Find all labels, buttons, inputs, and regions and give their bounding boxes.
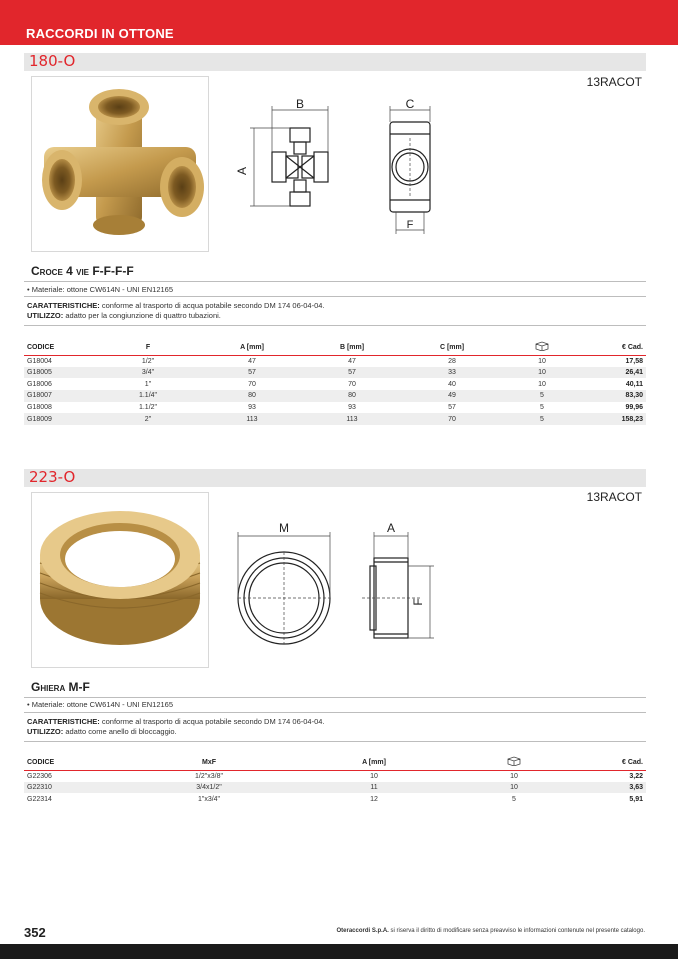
technical-drawing-ring xyxy=(232,518,448,650)
divider xyxy=(24,697,646,698)
footer-disclaimer xyxy=(337,928,646,934)
dim-label-a: A xyxy=(386,521,396,535)
table-cell: 5 xyxy=(502,413,582,425)
col-header-price: € Cad. xyxy=(584,751,646,770)
divider xyxy=(24,296,646,297)
table-cell: 11 xyxy=(304,782,444,794)
package-icon xyxy=(535,341,549,351)
col-header-price: € Cad. xyxy=(582,336,646,355)
page-number: 352 xyxy=(24,925,46,940)
table-cell: 2" xyxy=(94,413,202,425)
product-title: Croce 4 vie F-F-F-F xyxy=(31,264,134,278)
product-characteristics xyxy=(27,301,325,321)
table-row xyxy=(24,793,646,805)
table-row xyxy=(24,355,646,367)
table-cell: 5 xyxy=(540,404,544,412)
table-cell: 47 xyxy=(348,357,356,365)
divider xyxy=(24,281,646,282)
characteristics-text: conforme al trasporto di acqua potabile secondo DM 174 06-04-04. xyxy=(99,301,325,310)
table-cell: 1"x3/4" xyxy=(197,795,221,803)
col-header-code: CODICE xyxy=(24,336,94,355)
characteristics-label: CARATTERISTICHE: xyxy=(27,717,100,726)
table-cell: 70 xyxy=(348,380,356,388)
spec-table xyxy=(24,751,646,805)
table-cell: 57 xyxy=(202,367,302,379)
table-cell: 10 xyxy=(538,380,546,388)
table-cell: G18004 xyxy=(27,357,52,365)
table-cell: 80 xyxy=(302,390,402,402)
table-cell: 5 xyxy=(512,795,516,803)
col-header-mxf: MxF xyxy=(114,751,304,770)
footer-bar xyxy=(0,944,678,959)
table-header-row xyxy=(24,336,646,355)
table-cell: 1/2"x3/8" xyxy=(195,772,223,780)
table-cell: G18008 xyxy=(27,404,52,412)
table-row xyxy=(24,378,646,390)
divider xyxy=(24,741,646,742)
table-row xyxy=(24,770,646,782)
table-cell: 1.1/4" xyxy=(94,390,202,402)
product-code: 180-O xyxy=(29,52,76,70)
table-cell: 28 xyxy=(448,357,456,365)
table-cell: 1.1/2" xyxy=(138,404,158,412)
table-cell: 113 xyxy=(302,413,402,425)
table-row xyxy=(24,782,646,794)
product-code-band xyxy=(24,469,646,487)
table-cell: 3,22 xyxy=(629,772,643,780)
usage-label: UTILIZZO: xyxy=(27,727,64,736)
usage-text: adatto per la congiunzione di quattro tubazioni. xyxy=(63,311,221,320)
table-cell: 1/2" xyxy=(141,357,155,365)
table-cell: 10 xyxy=(538,357,546,365)
spec-table xyxy=(24,336,646,425)
catalog-ref: 13RACOT xyxy=(586,490,642,504)
table-cell: 3,63 xyxy=(584,782,646,794)
col-header-a: A [mm] xyxy=(304,751,444,770)
table-cell: G22314 xyxy=(27,795,52,803)
table-cell: 49 xyxy=(402,390,502,402)
table-cell: 10 xyxy=(444,782,584,794)
dim-label-a: A xyxy=(235,166,249,176)
table-cell: 40,11 xyxy=(625,380,643,388)
usage-text: adatto come anello di bloccaggio. xyxy=(63,727,177,736)
table-cell: 40 xyxy=(448,380,456,388)
table-cell: 57 xyxy=(448,404,456,412)
table-cell: 93 xyxy=(248,404,256,412)
table-cell: G22306 xyxy=(27,772,52,780)
table-cell: G18007 xyxy=(24,390,94,402)
col-header-c: C [mm] xyxy=(402,336,502,355)
product-material: • Materiale: ottone CW614N - UNI EN12165 xyxy=(27,700,174,709)
table-cell: 47 xyxy=(248,357,256,365)
usage-label: UTILIZZO: xyxy=(27,311,64,320)
table-cell: G22310 xyxy=(24,782,114,794)
table-cell: 10 xyxy=(502,367,582,379)
dim-label-f: F xyxy=(411,598,425,606)
divider xyxy=(24,325,646,326)
table-cell: G18005 xyxy=(24,367,94,379)
table-header-row xyxy=(24,751,646,770)
table-cell: 12 xyxy=(370,795,378,803)
product-code: 223-O xyxy=(29,468,76,486)
table-cell: 17,58 xyxy=(625,357,643,365)
table-cell: 1" xyxy=(144,380,152,388)
characteristics-label: CARATTERISTICHE: xyxy=(27,301,100,310)
footer-company: Oteraccordi S.p.A. xyxy=(336,928,389,934)
dim-label-f: F xyxy=(406,219,414,231)
section-title: RACCORDI IN OTTONE xyxy=(26,26,174,41)
divider xyxy=(24,712,646,713)
table-cell: 70 xyxy=(248,380,256,388)
col-header-a: A [mm] xyxy=(202,336,302,355)
product-code-band xyxy=(24,53,646,71)
table-cell: G18006 xyxy=(27,380,52,388)
table-row xyxy=(24,390,646,402)
table-cell: 26,41 xyxy=(582,367,646,379)
table-row xyxy=(24,402,646,414)
catalog-ref: 13RACOT xyxy=(586,75,642,89)
table-cell: 158,23 xyxy=(582,413,646,425)
footer-note-text: si riserva il diritto di modificare senza preavviso le informazioni contenute nel presente catalogo. xyxy=(388,928,645,934)
table-row xyxy=(24,413,646,425)
table-cell: 80 xyxy=(202,390,302,402)
technical-drawing-cross xyxy=(232,98,448,238)
package-icon xyxy=(507,756,521,766)
col-header-code: CODICE xyxy=(24,751,114,770)
product-photo-cross xyxy=(31,76,209,252)
table-row xyxy=(24,367,646,379)
characteristics-text: conforme al trasporto di acqua potabile secondo DM 174 06-04-04. xyxy=(99,717,325,726)
table-cell: 10 xyxy=(510,772,518,780)
table-cell: 5 xyxy=(502,390,582,402)
table-cell: 10 xyxy=(370,772,378,780)
table-cell: 83,30 xyxy=(582,390,646,402)
table-cell: 93 xyxy=(348,404,356,412)
table-cell: 3/4" xyxy=(94,367,202,379)
product-characteristics xyxy=(27,717,325,737)
col-header-b: B [mm] xyxy=(302,336,402,355)
table-cell: 5,91 xyxy=(629,795,643,803)
table-cell: G18009 xyxy=(24,413,94,425)
product-title: Ghiera M-F xyxy=(31,680,90,694)
col-header-f: F xyxy=(94,336,202,355)
dim-label-m: M xyxy=(279,521,289,535)
table-cell: 99,96 xyxy=(625,404,643,412)
table-cell: 113 xyxy=(202,413,302,425)
header-bar xyxy=(0,0,678,45)
table-cell: 3/4x1/2" xyxy=(114,782,304,794)
product-material: • Materiale: ottone CW614N - UNI EN12165 xyxy=(27,285,174,294)
dim-label-c: C xyxy=(405,98,415,111)
col-header-pack xyxy=(502,336,582,355)
table-cell: 33 xyxy=(402,367,502,379)
dim-label-b: B xyxy=(295,98,305,111)
table-cell: 70 xyxy=(402,413,502,425)
col-header-pack xyxy=(444,751,584,770)
table-cell: 57 xyxy=(302,367,402,379)
product-photo-ring xyxy=(31,492,209,668)
